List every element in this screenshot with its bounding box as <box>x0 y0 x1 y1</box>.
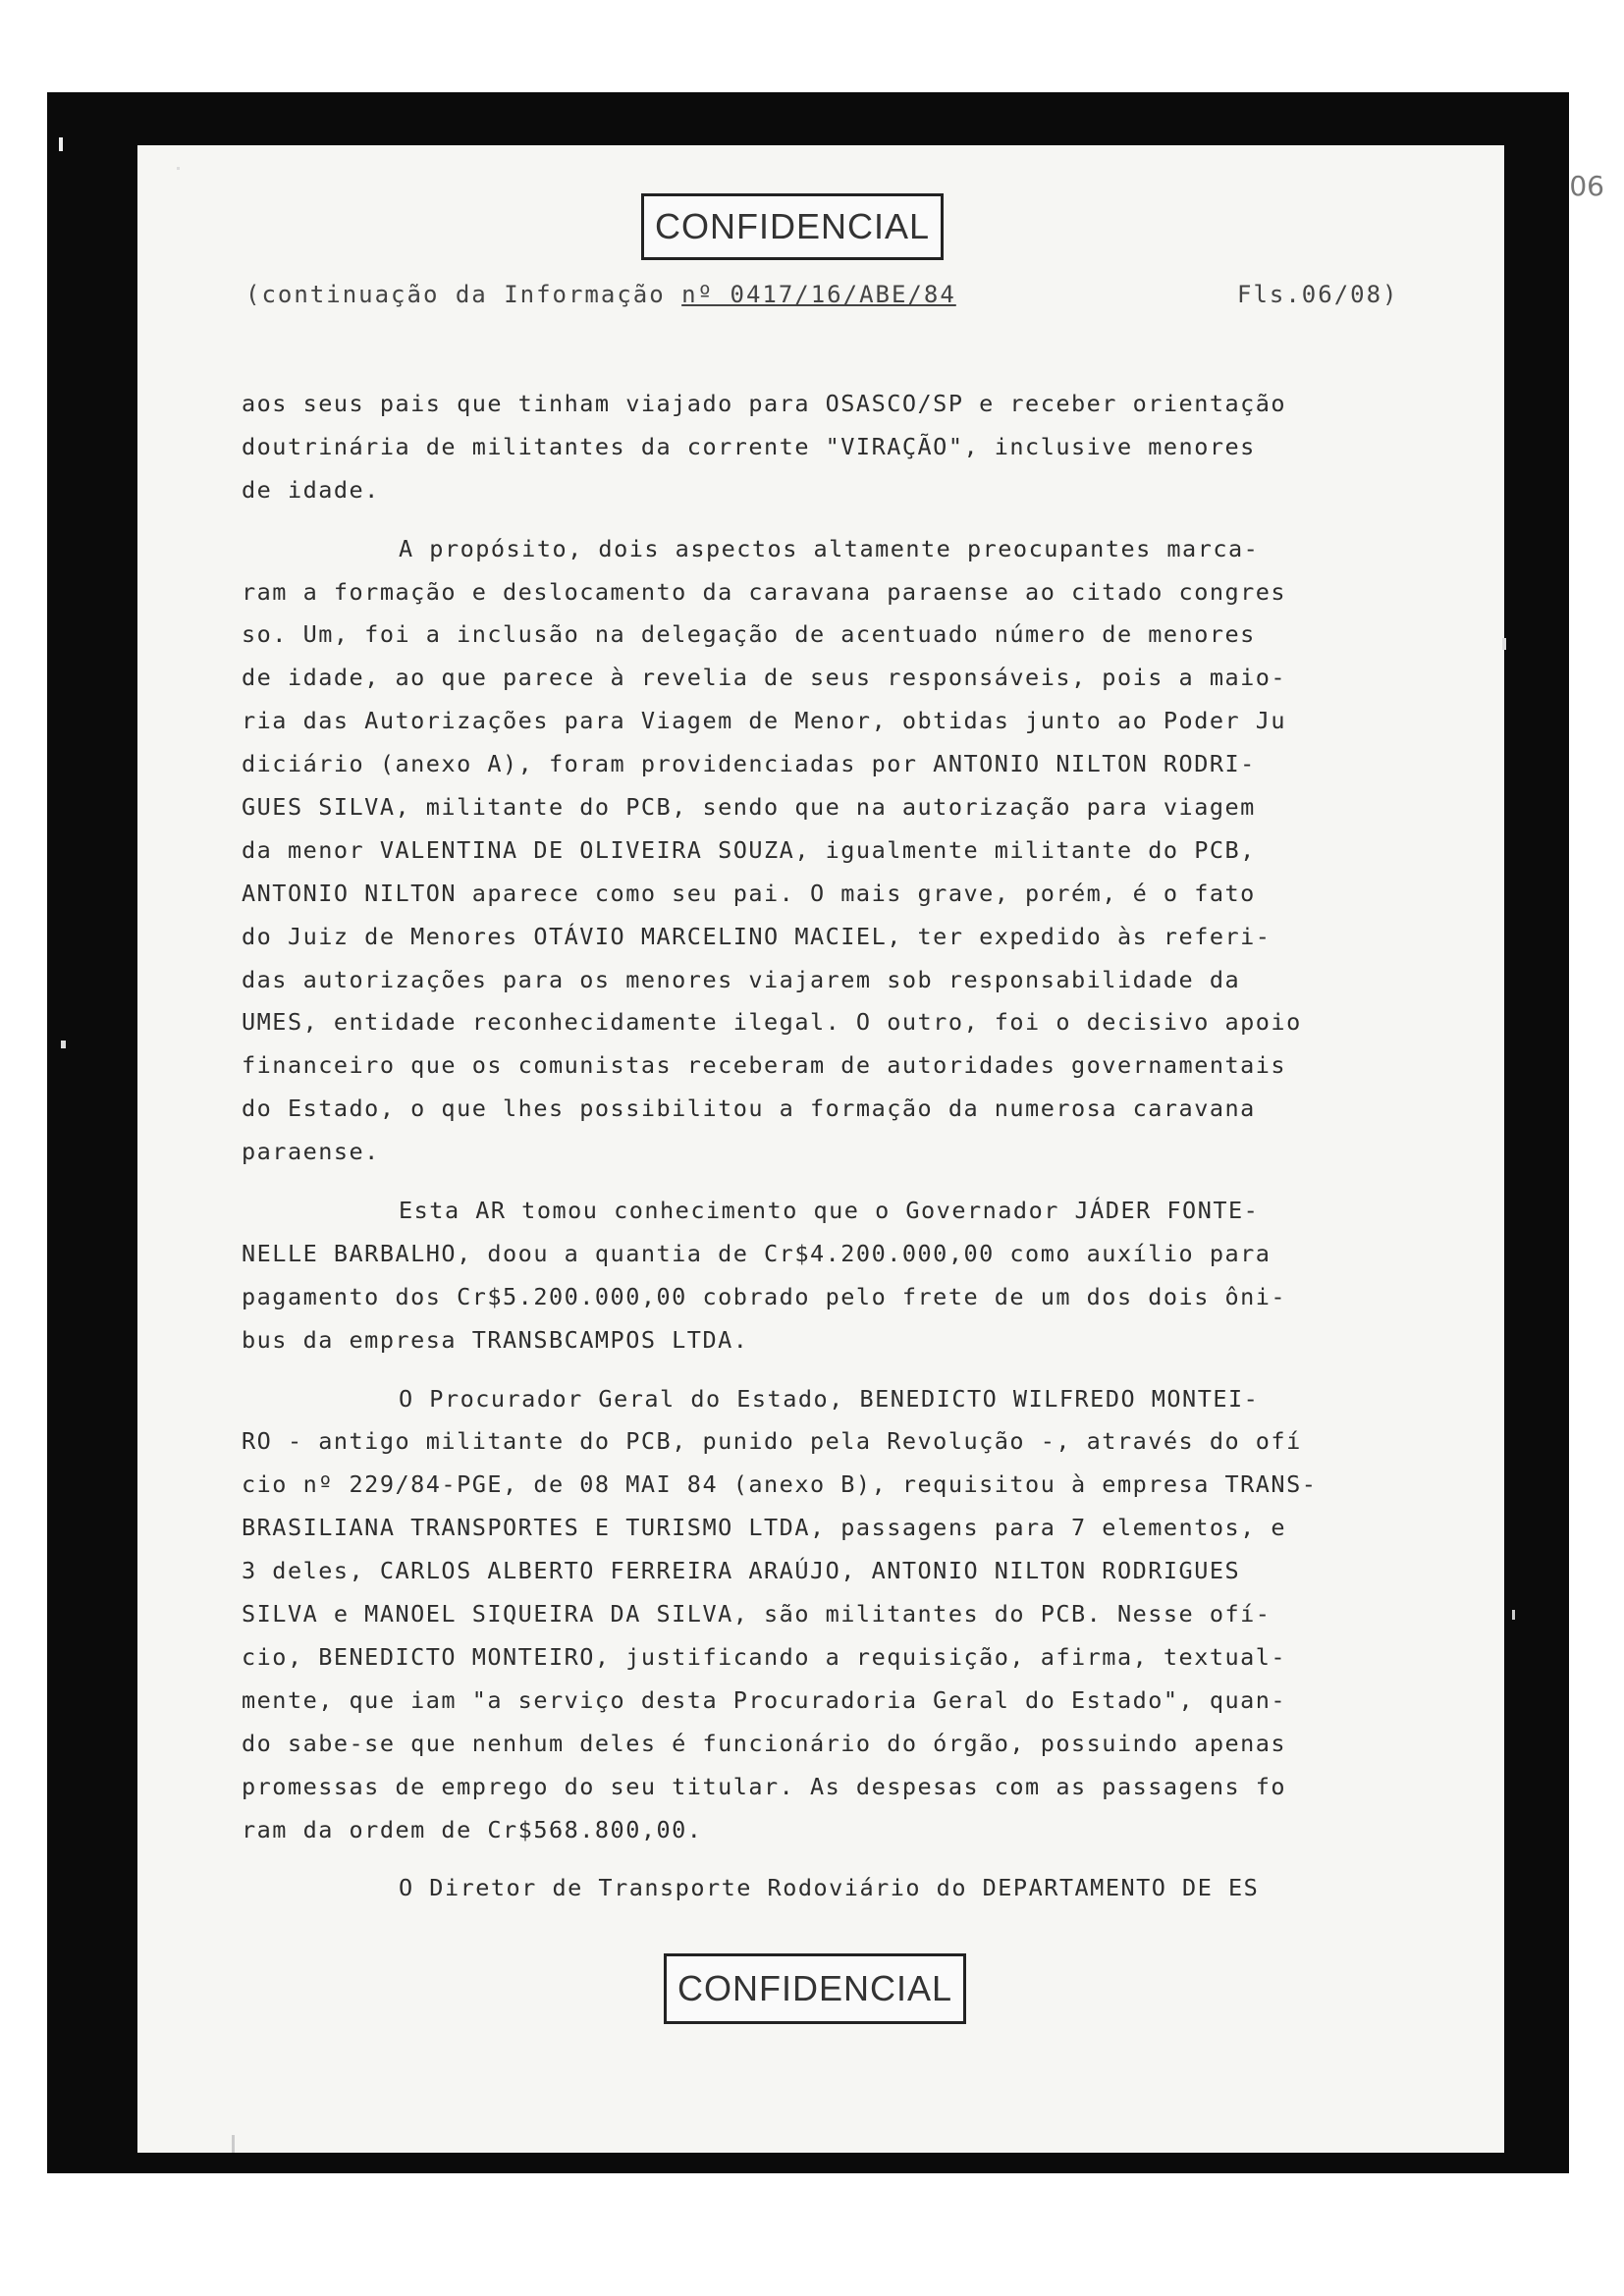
text-line: ria das Autorizações para Viagem de Menor, obtidas junto ao Poder Ju <box>242 707 1287 735</box>
text-line: paraense. <box>242 1138 380 1166</box>
paragraph-gap <box>242 512 1420 528</box>
paragraph-gap <box>242 1851 1420 1867</box>
header-reference: nº 0417/16/ABE/84 <box>681 281 956 308</box>
text-line: mente, que iam "a serviço desta Procuradoria Geral do Estado", quan- <box>242 1685 1287 1714</box>
text-line: O Diretor de Transporte Rodoviário do DEPARTAMENTO DE ES <box>399 1874 1260 1902</box>
confidential-stamp-bottom: CONFIDENCIAL <box>664 1953 966 2024</box>
text-line: ANTONIO NILTON aparece como seu pai. O mais grave, porém, é o fato <box>242 879 1256 907</box>
text-line: O Procurador Geral do Estado, BENEDICTO WILFREDO MONTEI- <box>399 1384 1260 1413</box>
text-line: RO - antigo militante do PCB, punido pela Revolução -, através do ofí <box>242 1427 1302 1456</box>
paragraph-gap <box>242 1174 1420 1190</box>
text-line: aos seus pais que tinham viajado para OSASCO/SP e receber orientação <box>242 390 1287 417</box>
text-line: ram a formação e deslocamento da caravana paraense ao citado congres <box>242 577 1287 606</box>
text-line: SILVA e MANOEL SIQUEIRA DA SILVA, são militantes do PCB. Nesse ofí- <box>242 1600 1272 1629</box>
text-line: so. Um, foi a inclusão na delegação de acentuado número de menores <box>242 620 1256 649</box>
text-line: das autorizações para os menores viajarem sob responsabilidade da <box>242 965 1241 993</box>
text-line: 3 deles, CARLOS ALBERTO FERREIRA ARAÚJO, ANTONIO NILTON RODRIGUES <box>242 1557 1241 1585</box>
text-line: de idade, ao que parece à revelia de seus responsáveis, pois a maio- <box>242 664 1287 692</box>
text-line: bus da empresa TRANSBCAMPOS LTDA. <box>242 1325 749 1354</box>
text-line: de idade. <box>242 475 380 504</box>
paragraph-gap <box>242 1362 1420 1378</box>
header-folio: Fls.06/08) <box>1237 281 1399 308</box>
text-line: doutrinária de militantes da corrente "VIRAÇÃO", inclusive menores <box>242 432 1256 460</box>
text-line: UMES, entidade reconhecidamente ilegal. O outro, foi o decisivo apoio <box>242 1008 1302 1037</box>
header-prefix: (continuação da Informação <box>245 281 682 308</box>
text-line: promessas de emprego do seu titular. As despesas com as passagens fo <box>242 1772 1287 1800</box>
text-line: NELLE BARBALHO, doou a quantia de Cr$4.200.000,00 como auxílio para <box>242 1239 1272 1267</box>
confidential-stamp-top: CONFIDENCIAL <box>641 193 944 260</box>
text-line: da menor VALENTINA DE OLIVEIRA SOUZA, igualmente militante do PCB, <box>242 835 1256 864</box>
text-line: pagamento dos Cr$5.200.000,00 cobrado pelo frete de um dos dois ôni- <box>242 1282 1287 1310</box>
document-body <box>242 383 1420 1910</box>
text-line: ram da ordem de Cr$568.800,00. <box>242 1815 703 1843</box>
text-line: GUES SILVA, militante do PCB, sendo que na autorização para viagem <box>242 793 1256 822</box>
page-number: 06 <box>1569 170 1604 202</box>
text-line: BRASILIANA TRANSPORTES E TURISMO LTDA, passagens para 7 elementos, e <box>242 1514 1287 1542</box>
document-header <box>245 281 1424 308</box>
text-line: A propósito, dois aspectos altamente preocupantes marca- <box>399 534 1260 562</box>
text-line: diciário (anexo A), foram providenciadas por ANTONIO NILTON RODRI- <box>242 750 1256 778</box>
text-line: cio nº 229/84-PGE, de 08 MAI 84 (anexo B), requisitou à empresa TRANS- <box>242 1470 1318 1499</box>
text-line: do sabe-se que nenhum deles é funcionário do órgão, possuindo apenas <box>242 1729 1287 1757</box>
text-line: Esta AR tomou conhecimento que o Governador JÁDER FONTE- <box>399 1197 1260 1225</box>
text-line: do Juiz de Menores OTÁVIO MARCELINO MACIEL, ter expedido às referi- <box>242 922 1272 950</box>
text-line: cio, BENEDICTO MONTEIRO, justificando a requisição, afirma, textual- <box>242 1642 1287 1671</box>
text-line: do Estado, o que lhes possibilitou a formação da numerosa caravana <box>242 1095 1256 1123</box>
text-line: financeiro que os comunistas receberam de autoridades governamentais <box>242 1051 1287 1080</box>
